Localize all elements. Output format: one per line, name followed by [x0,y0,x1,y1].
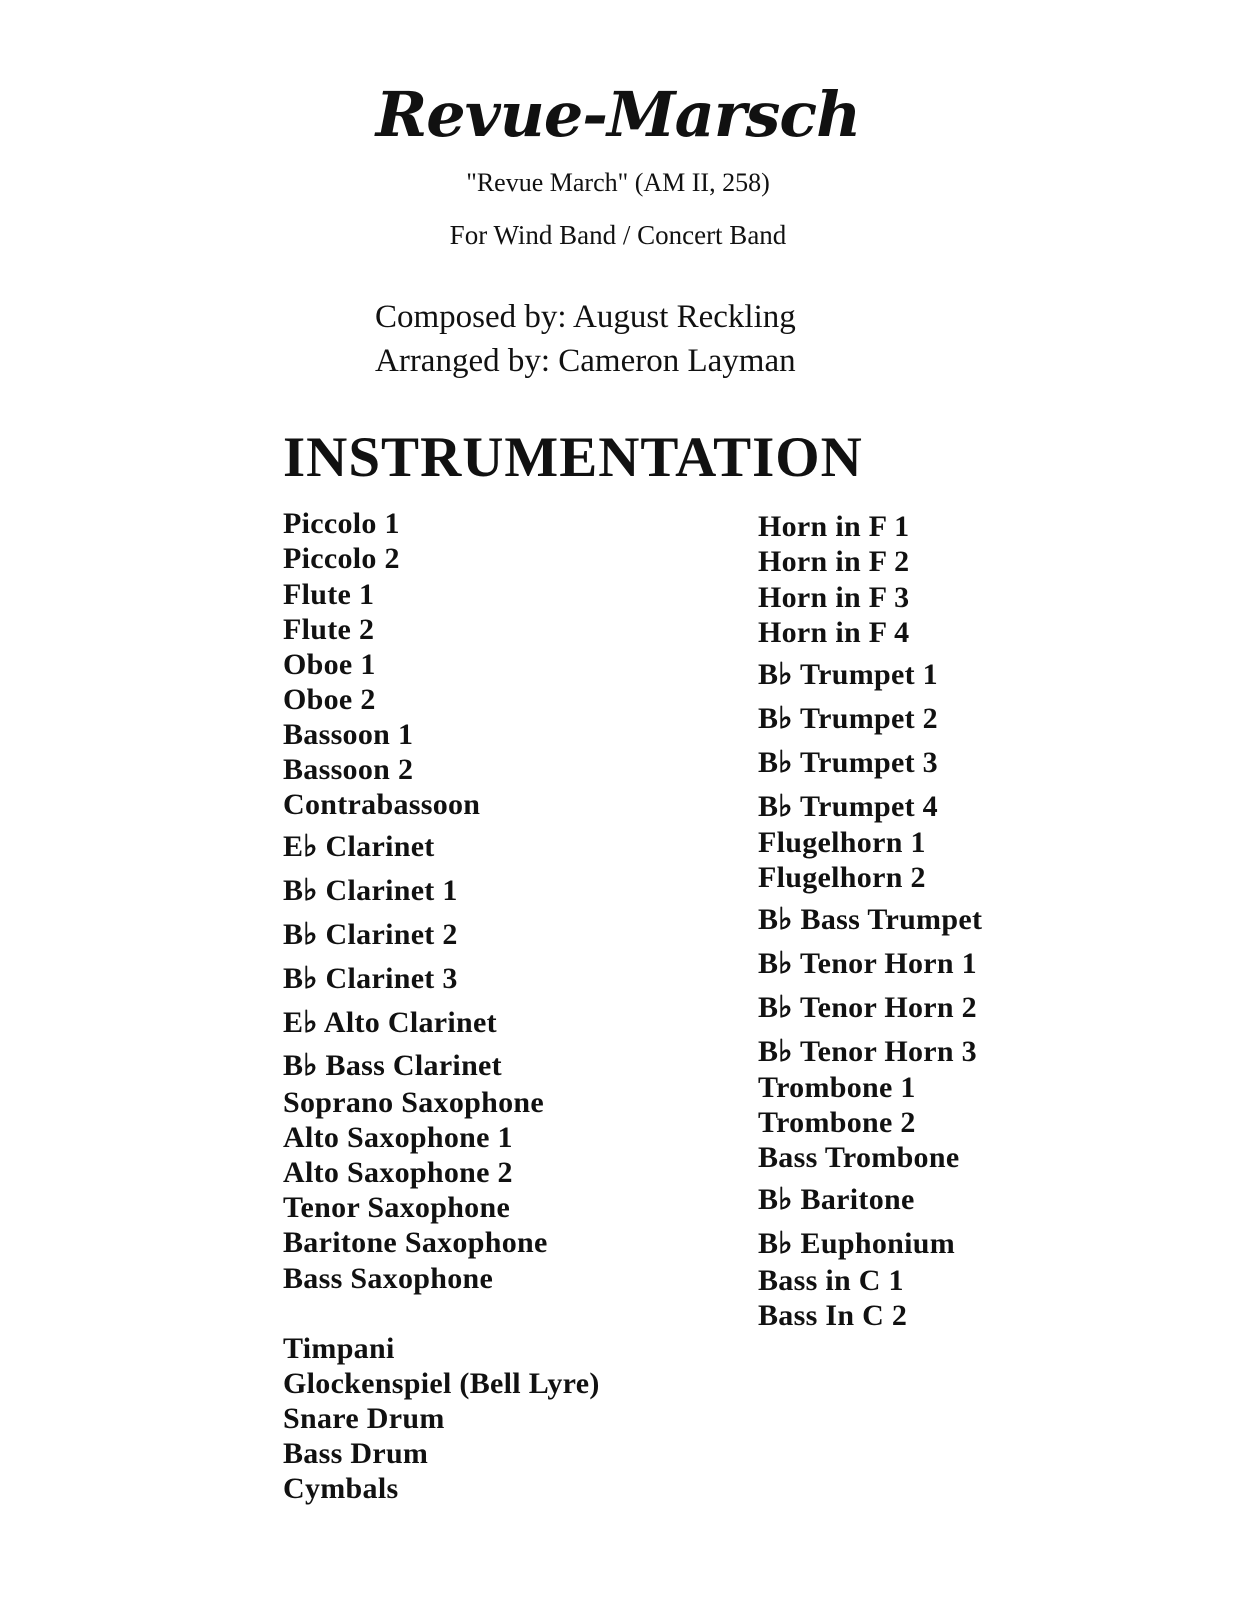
instrument-item: Alto Saxophone 2 [283,1156,513,1189]
subtitle: "Revue March" (AM II, 258) [466,168,770,197]
instrument-item: B♭ Tenor Horn 1 [758,947,977,980]
instrument-item: Bassoon 1 [283,718,414,751]
instrumentation-heading: INSTRUMENTATION [283,426,863,489]
instrument-item: B♭ Tenor Horn 3 [758,1035,977,1068]
instrument-item: Bassoon 2 [283,753,414,786]
instrument-item: Oboe 2 [283,683,376,716]
instrument-item: Oboe 1 [283,648,376,681]
instrument-item: Bass Trombone [758,1141,960,1174]
instrument-item: Piccolo 2 [283,542,400,575]
instrument-item: Piccolo 1 [283,507,400,540]
instrument-item: B♭ Trumpet 3 [758,746,938,779]
instrument-item: Trombone 2 [758,1106,916,1139]
instrument-item: B♭ Clarinet 2 [283,918,458,951]
instrument-item: B♭ Trumpet 1 [758,658,938,691]
instrument-item: Tenor Saxophone [283,1191,511,1224]
instrument-item: Timpani [283,1332,395,1365]
instrument-item: Horn in F 2 [758,545,910,578]
instrument-item: B♭ Clarinet 1 [283,874,458,907]
instrument-item: Flugelhorn 2 [758,861,926,894]
instrument-item: Bass Saxophone [283,1262,494,1295]
instrument-item: Horn in F 3 [758,581,910,614]
composer-credit: Composed by: August Reckling [375,299,796,335]
instrument-item: Cymbals [283,1472,399,1505]
instrument-item: Alto Saxophone 1 [283,1121,513,1154]
instrument-item: B♭ Tenor Horn 2 [758,991,977,1024]
instrument-item: Bass In C 2 [758,1299,908,1332]
ensemble-setting: For Wind Band / Concert Band [449,220,787,250]
instrument-item: Horn in F 4 [758,616,910,649]
instrument-item: Soprano Saxophone [283,1086,545,1119]
instrument-item: Flute 2 [283,613,375,646]
instrument-item: Horn in F 1 [758,510,910,543]
instrument-item: B♭ Clarinet 3 [283,962,458,995]
instrument-item: B♭ Bass Trumpet [758,903,983,936]
instrument-item: B♭ Trumpet 4 [758,790,938,823]
instrument-item: Trombone 1 [758,1071,916,1104]
instrument-item: B♭ Trumpet 2 [758,702,938,735]
page-title: Revue-Marsch [375,78,861,151]
instrument-item: B♭ Baritone [758,1183,915,1216]
instrument-item: B♭ Bass Clarinet [283,1049,502,1082]
instrument-item: Bass Drum [283,1437,429,1470]
instrument-item: Flugelhorn 1 [758,826,926,859]
instrument-item: Flute 1 [283,578,375,611]
arranger-credit: Arranged by: Cameron Layman [375,343,796,379]
instrument-item: Baritone Saxophone [283,1226,548,1259]
instrument-item: B♭ Euphonium [758,1227,956,1260]
instrument-item: E♭ Clarinet [283,830,435,863]
instrument-item: Glockenspiel (Bell Lyre) [283,1367,600,1400]
instrument-item: Snare Drum [283,1402,445,1435]
instrument-item: Contrabassoon [283,788,481,821]
instrument-item: Bass in C 1 [758,1264,904,1297]
instrument-item: E♭ Alto Clarinet [283,1006,497,1039]
